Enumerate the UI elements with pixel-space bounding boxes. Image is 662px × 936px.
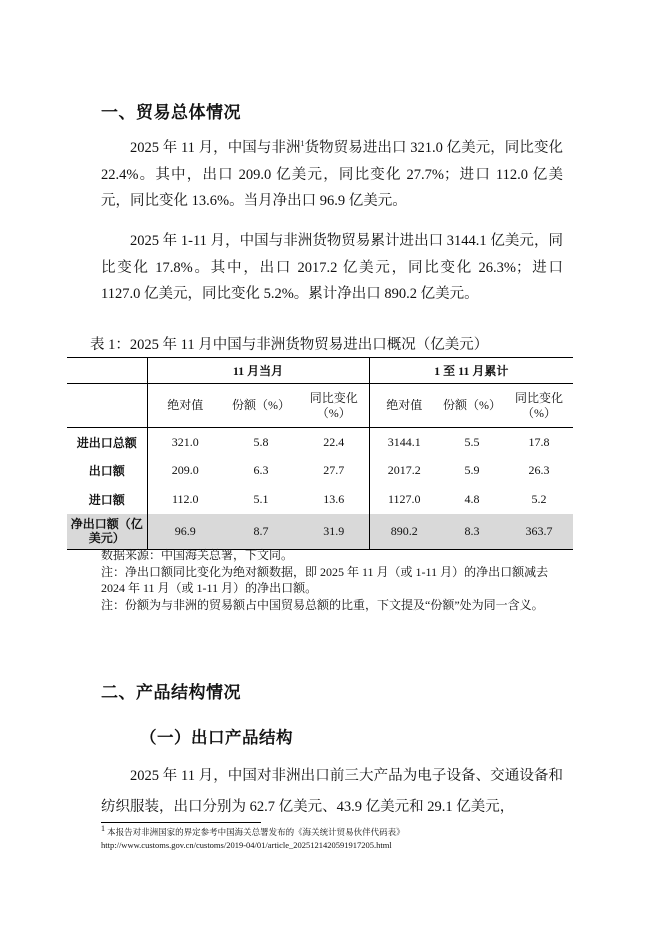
table-corner-cell-2 [67,384,147,428]
cell: 363.7 [505,514,573,550]
cell: 5.9 [464,463,480,478]
header-month: 11 月当月 [147,358,369,384]
table-row-net-export [67,514,573,550]
section1-heading: 一、贸易总体情况 [101,103,241,123]
section2-subheading: （一）出口产品结构 [140,728,293,747]
cell: 26.3 [528,463,550,478]
cell: 112.0 [147,485,223,514]
sub-header: 同比变化（%） [299,384,369,428]
cell: 27.7 [323,463,345,478]
sub-header: 同比变化（%） [505,384,573,428]
table-sub-header-row [67,384,573,428]
cell: 321.0 [147,428,223,457]
trade-summary-table [67,357,573,550]
cell: 2017.2 [369,457,439,486]
section2-paragraph: 2025 年 11 月，中国对非洲出口前三大产品为电子设备、交通设备和纺织服装，出口分别为 62.7 亿美元、43.9 亿美元和 29.1 亿美元， [101,768,563,815]
section1-paragraph-2: 2025 年 1-11 月，中国与非洲货物贸易累计进出口 3144.1 亿美元，同比变化 17.8%。其中，出口 2017.2 亿美元，同比变化 26.3%；进口 1127.0 亿美元，同比变化 5.2%。累计净出口 890.2 亿美元。 [101,233,563,302]
sub-header: 绝对值 [147,384,223,428]
cell: 3144.1 [369,428,439,457]
note-share: 注：份额为与非洲的贸易额占中国贸易总额的比重，下文提及“份额”处为同一含义。 [101,597,544,612]
note-source: 数据来源：中国海关总署，下文同。 [101,548,294,562]
footnote-mark: 1 [101,824,105,834]
row-label: 进口额 [88,492,125,507]
table-group-header-row [67,358,573,384]
row-label: 净出口额（亿美元） [67,514,147,550]
table-notes [101,547,565,613]
footnote-text: 本报告对非洲国家的界定参考中国海关总署发布的《海关统计贸易伙伴代码表》 [107,827,405,837]
sub-header: 份额（%） [223,384,299,428]
table-row [67,485,573,514]
cell: 96.9 [147,514,223,550]
footnote-text-line [101,826,571,839]
row-label: 进出口总额 [76,435,137,450]
row-label: 出口额 [88,464,125,479]
sub-header: 份额（%） [439,384,505,428]
cell: 5.2 [531,491,547,506]
cell: 1127.0 [369,485,439,514]
footnote-url[interactable]: http://www.customs.gov.cn/customs/2019-04/01/article_2025121420591917205.html [101,840,392,850]
footnote-divider [101,822,261,823]
cell: 890.2 [369,514,439,550]
section1-paragraph-1 [101,135,563,215]
cell: 17.8 [528,434,550,449]
cell: 31.9 [299,514,369,550]
table-row [67,457,573,486]
cell: 5.1 [253,491,269,506]
para1-text-b: 货物贸易进出口 321.0 亿美元，同比变化 22.4%。其中，出口 209.0 亿美元，同比变化 27.7%；进口 112.0 亿美元，同比变化 13.6%。当月净出口 96.9 亿美元。 [101,140,564,209]
section2-heading: 二、产品结构情况 [101,683,241,703]
table-row [67,428,573,457]
cell: 4.8 [464,491,480,506]
footnote [101,826,571,852]
cell: 6.3 [253,463,269,478]
para1-text-a: 2025 年 11 月，中国与非洲 [130,140,301,156]
header-cumulative: 1 至 11 月累计 [369,358,573,384]
cell: 209.0 [147,457,223,486]
note-net-export: 注：净出口额同比变化为绝对额数据，即 2025 年 11 月（或 1-11 月）的净出口额减去 2024 年 11 月（或 1-11 月）的净出口额。 [101,564,549,595]
sub-header: 绝对值 [369,384,439,428]
table-caption: 表 1：2025 年 11 月中国与非洲货物贸易进出口概况（亿美元） [90,337,489,353]
footnote-ref[interactable]: 1 [300,139,305,149]
cell: 5.5 [464,434,480,449]
cell: 13.6 [323,491,345,506]
cell: 5.8 [253,434,269,449]
cell: 22.4 [323,434,345,449]
table-corner-cell [67,358,147,384]
cell: 8.7 [223,514,299,550]
cell: 8.3 [439,514,505,550]
